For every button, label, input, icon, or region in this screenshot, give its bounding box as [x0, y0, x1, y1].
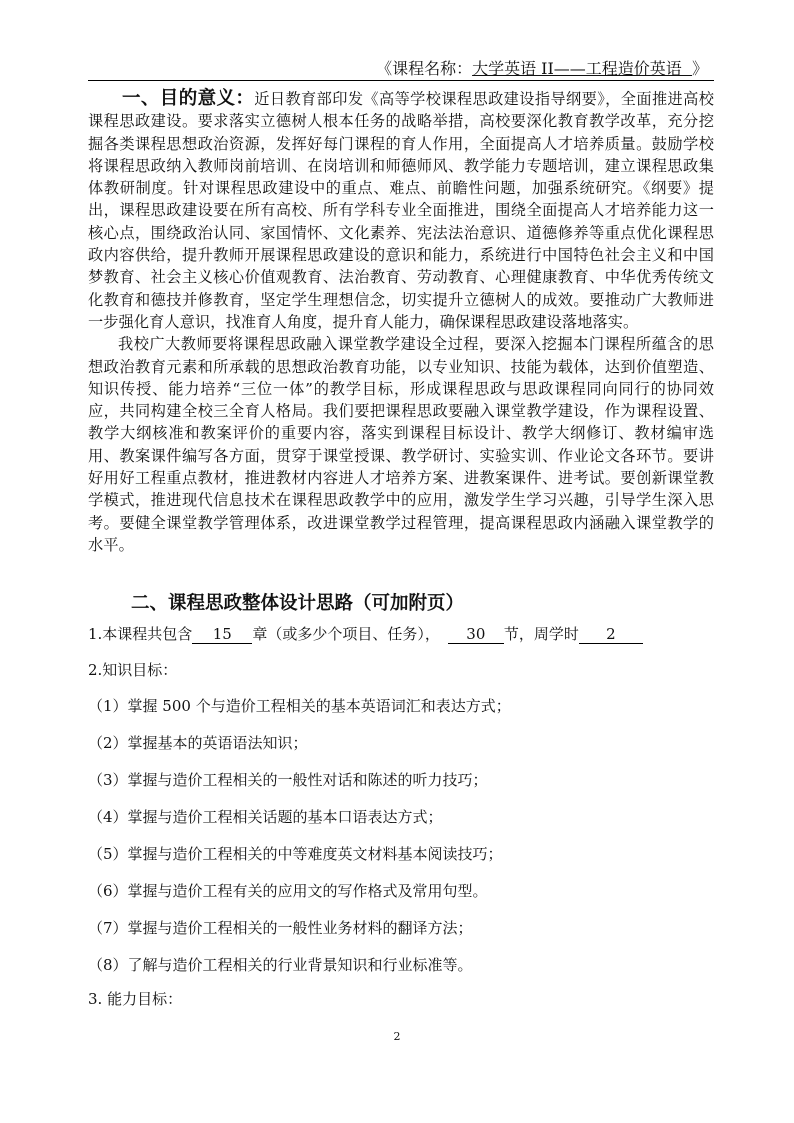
- header-rule: [88, 80, 714, 81]
- section-count: 30: [448, 625, 504, 644]
- course-structure-a: 1.本课程共包含: [88, 625, 193, 643]
- knowledge-item: （6）掌握与造价工程有关的应用文的写作格式及常用句型。: [88, 882, 488, 900]
- knowledge-item: （2）掌握基本的英语语法知识；: [88, 734, 308, 752]
- header-course-name: 大学英语 II——工程造价英语: [472, 59, 692, 78]
- knowledge-goals-label: 2.知识目标：: [88, 661, 178, 679]
- design-section-title: 二、课程思政整体设计思路（可加附页）: [131, 593, 465, 614]
- course-structure-line: [88, 623, 643, 644]
- page-number: 2: [393, 1030, 401, 1043]
- course-structure-b: 章（或多少个项目、任务），: [252, 625, 440, 643]
- weekly-hours: 2: [579, 625, 643, 644]
- purpose-paragraph-1: [88, 88, 714, 333]
- running-header: [88, 56, 708, 80]
- ability-goals-label: 3. 能力目标：: [88, 990, 183, 1008]
- knowledge-item: （4）掌握与造价工程相关话题的基本口语表达方式；: [88, 808, 443, 826]
- course-structure-c: 节，周学时: [503, 625, 579, 643]
- knowledge-item: （5）掌握与造价工程相关的中等难度英文材料基本阅读技巧；: [88, 845, 503, 863]
- knowledge-item: （7）掌握与造价工程相关的一般性业务材料的翻译方法；: [88, 919, 473, 937]
- chapter-count: 15: [192, 625, 252, 644]
- purpose-paragraph-1-text: 近日教育部印发《高等学校课程思政建设指导纲要》，全面推进高校课程思政建设。要求落实立德树人根本任务的战略举措，高校要深化教育教学改革，充分挖掘各类课程思想政治资源，发挥好每门课程的育人作用，全面提高人才培养质量。鼓励学校将课程思政纳入教师岗前培训、在岗培训和师德师风、教学能力专题培训，建立课程思政集体教研制度。针对课程思政建设中的重点、难点、前瞻性问题，加强系统研究。《纲要》提出，课程思政建设要在所有高校、所有学科专业全面推进，围绕全面提高人才培养能力这一核心点，围绕政治认同、家国情怀、文化素养、宪法法治意识、道德修养等重点优化课程思政内容供给，提升教师开展课程思政建设的意识和能力，系统进行中国特色社会主义和中国梦教育、社会主义核心价值观教育、法治教育、劳动教育、心理健康教育、中华优秀传统文化教育和德技并修教育，坚定学生理想信念，切实提升立德树人的成效。要推动广大教师进一步强化育人意识，找准育人角度，提升育人能力，确保课程思政建设落地落实。: [88, 90, 714, 331]
- section-purpose: [88, 88, 714, 556]
- header-prefix: 《课程名称：: [376, 59, 473, 78]
- knowledge-item: （1）掌握 500 个与造价工程相关的基本英语词汇和表达方式；: [88, 697, 511, 715]
- knowledge-item: （3）掌握与造价工程相关的一般性对话和陈述的听力技巧；: [88, 771, 488, 789]
- knowledge-item: （8）了解与造价工程相关的行业背景知识和行业标准等。: [88, 956, 473, 974]
- header-suffix: 》: [691, 59, 708, 78]
- purpose-title: 一、目的意义：: [122, 88, 255, 109]
- purpose-paragraph-2: 我校广大教师要将课程思政融入课堂教学建设全过程，要深入挖掘本门课程所蕴含的思想政治教育元素和所承载的思想政治教育功能，以专业知识、技能为载体，达到价值塑造、知识传授、能力培养“三位一体”的教学目标，形成课程思政与思政课程同向同行的协同效应，共同构建全校三全育人格局。我们要把课程思政要融入课堂教学建设，作为课程设置、教学大纲核准和教案评价的重要内容，落实到课程目标设计、教学大纲修订、教材编审选用、教案课件编写各方面，贯穿于课堂授课、教学研讨、实验实训、作业论文各环节。要讲好用好工程重点教材，推进教材内容进人才培养方案、进教案课件、进考试。要创新课堂教学模式，推进现代信息技术在课程思政教学中的应用，激发学生学习兴趣，引导学生深入思考。要健全课堂教学管理体系，改进课堂教学过程管理，提高课程思政内涵融入课堂教学的水平。: [88, 335, 714, 554]
